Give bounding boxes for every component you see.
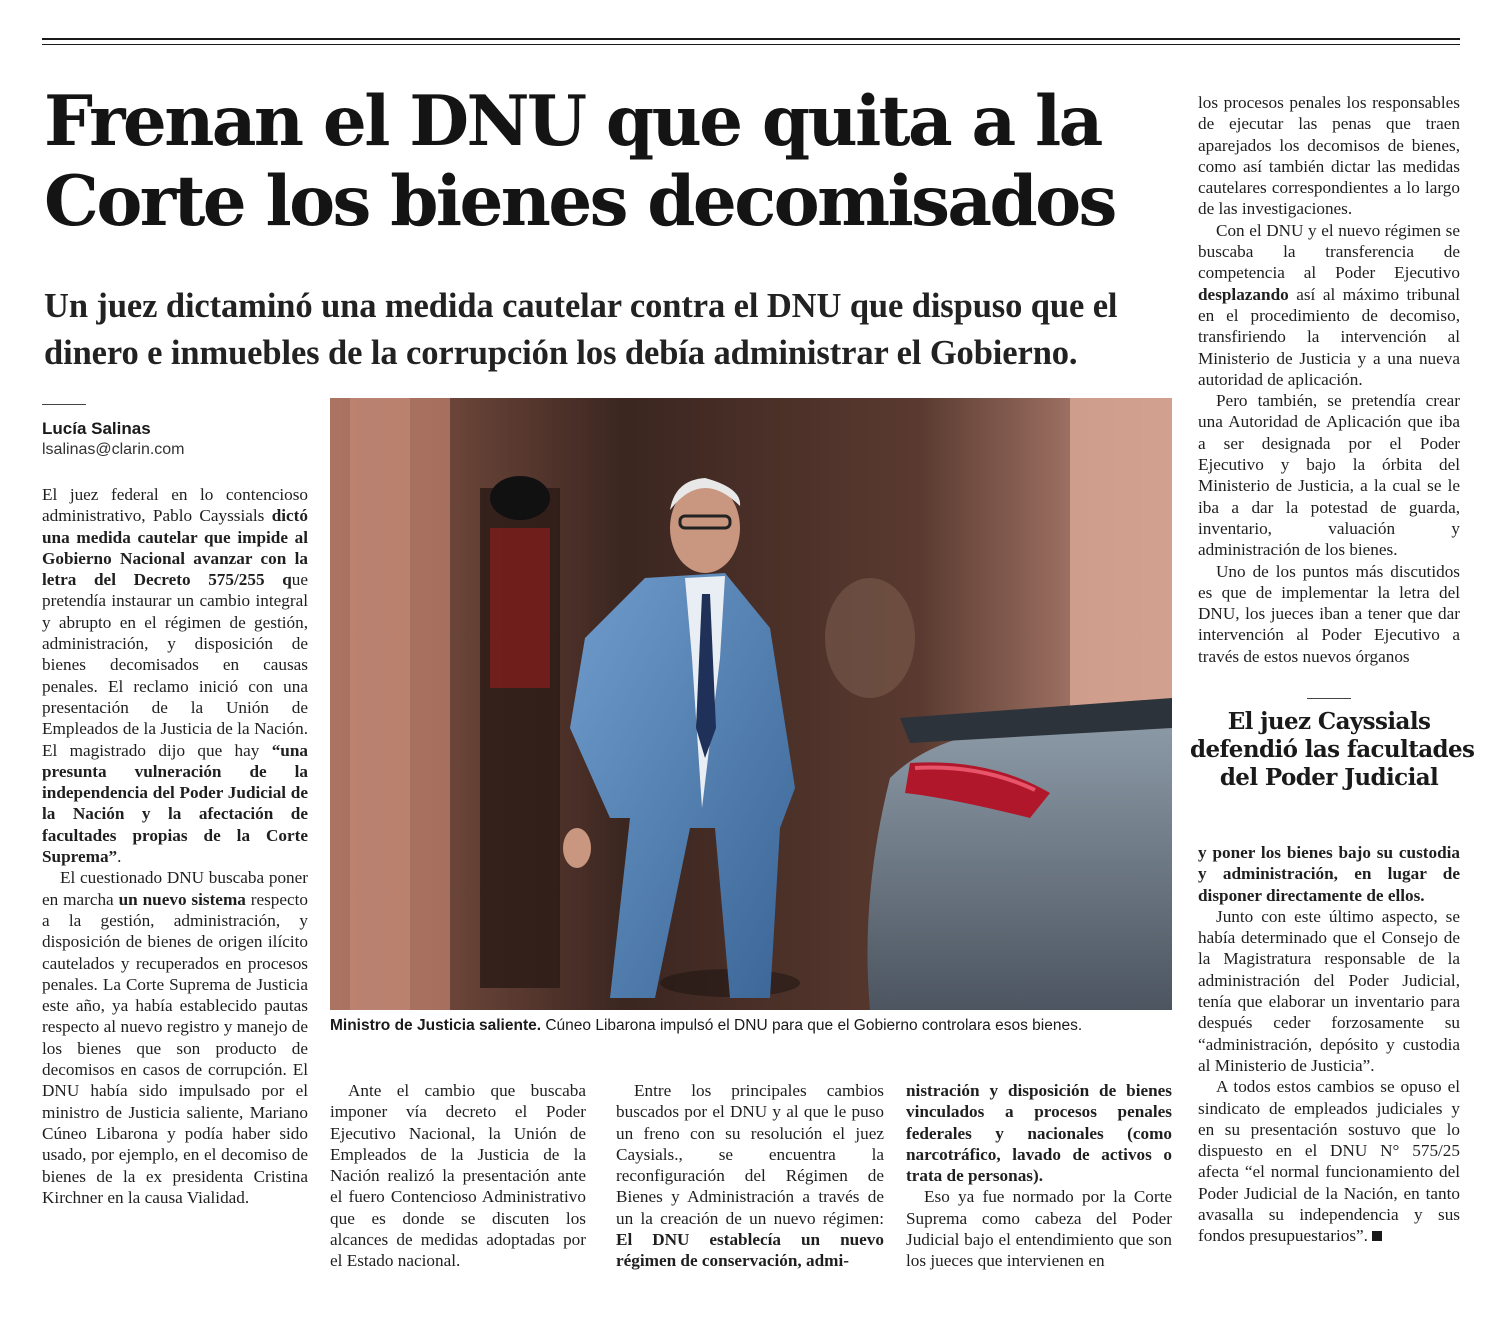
article-column-3 xyxy=(616,1080,884,1272)
paragraph: Pero también, se pretendía crear una Autoridad de Aplicación que iba a ser designada por el Poder Ejecutivo y bajo la órbita del Ministerio de Justicia, a la cual se le iba a dar la potestad de guarda, inventario, valuación y administración de los bienes. xyxy=(1198,391,1460,560)
headline-line-1: Frenan el DNU que quita a la xyxy=(44,81,1101,162)
headline xyxy=(44,82,1164,242)
article-column-2 xyxy=(330,1080,586,1272)
article-column-4 xyxy=(906,1080,1172,1272)
paragraph: y poner los bienes bajo su custodia y administración, en lugar de disponer directamente de ellos. xyxy=(1198,843,1460,905)
photo-caption xyxy=(330,1016,1172,1036)
caption-text: Cúneo Libarona impulsó el DNU para que el Gobierno controlara esos bienes. xyxy=(541,1017,1083,1034)
sidebar-heading-line-1: El juez Cayssials xyxy=(1227,708,1431,735)
paragraph: Eso ya fue normado por la Corte Suprema como cabeza del Poder Judicial bajo el entendimiento que son los jueces que intervienen en xyxy=(906,1187,1172,1271)
author-email[interactable]: lsalinas@clarin.com xyxy=(42,441,185,458)
article-column-5-top xyxy=(1198,92,1460,667)
sidebar-rule xyxy=(1307,698,1351,699)
paragraph: Ante el cambio que buscaba imponer vía decreto el Poder Ejecutivo Nacional, la Unión de Empleados de la Justicia de la Nación realizó la presentación ante el fuero Contencioso Administrativo que es donde se discuten los alcances de medidas adoptadas por el Estado nacional. xyxy=(330,1081,586,1271)
sidebar-heading xyxy=(1190,708,1475,792)
paragraph: El cuestionado DNU buscaba poner en marcha un nuevo sistema respecto a la gestión, administración, y disposición de bienes de origen ilícito cautelados y recuperados en procesos penales. La Corte Suprema de Justicia este año, ya había establecido pautas respecto al nuevo registro y manejo de los bienes que son producto de decomisos en casos de corrupción. El DNU había sido impulsado por el ministro de Justicia saliente, Mariano Cúneo Libarona y podía haber sido usado, por ejemplo, en el decomiso de bienes de la ex presidenta Cristina Kirchner en la causa Vialidad. xyxy=(42,868,309,1207)
paragraph: Con el DNU y el nuevo régimen se buscaba la transferencia de competencia al Poder Ejecutivo desplazando así al máximo tribunal en el procedimiento de decomiso, transfiriendo la intervención al Ministerio de Justicia y a una nueva autoridad de aplicación. xyxy=(1198,220,1460,389)
byline-rule xyxy=(42,404,86,405)
article-photo xyxy=(330,398,1172,1010)
paragraph: los procesos penales los responsables de ejecutar las penas que traen aparejados los decomisos de bienes, como así también dictar las medidas cautelares correspondientes a lo largo de las investigaciones. xyxy=(1198,93,1460,219)
sidebar-heading-line-3: del Poder Judicial xyxy=(1219,764,1439,791)
subhead-line-2: dinero e inmuebles de la corrupción los debía administrar el Gobierno. xyxy=(44,334,1078,372)
paragraph: El juez federal en lo contencioso administrativo, Pablo Cayssials dictó una medida cautelar que impide al Gobierno Nacional avanzar con la letra del Decreto 575/255 que pretendía instaurar un cambio integral y abrupto en el régimen de gestión, administración, y disposición de bienes decomisados en causas penales. El reclamo inició con una presentación de la Unión de Empleados de la Justicia de la Nación. El magistrado dijo que hay “una presunta vulneración de la independencia del Poder Judicial de la Nación y la afectación de facultades propias de la Corte Suprema”. xyxy=(42,485,308,867)
article-column-5-bottom xyxy=(1198,842,1460,1247)
photo-illustration xyxy=(330,398,1172,1010)
article-column-1 xyxy=(42,484,308,1208)
top-rule-thin xyxy=(42,44,1460,45)
subhead-line-1: Un juez dictaminó una medida cautelar contra el DNU que dispuso que el xyxy=(44,287,1118,325)
paragraph: Junto con este último aspecto, se había determinado que el Consejo de la Magistratura responsable de la administración del Poder Judicial, tenía que elaborar un inventario para después ceder forzosamente su “administración, depósito y custodia al Ministerio de Justicia”. xyxy=(1198,906,1460,1075)
author-name: Lucía Salinas xyxy=(42,419,151,438)
sidebar-heading-line-2: defendió las facultades xyxy=(1190,736,1475,763)
paragraph: nistración y disposición de bienes vinculados a procesos penales federales y nacionales (como narcotráfico, lavado de activos o trata de personas). xyxy=(906,1081,1172,1186)
paragraph: Uno de los puntos más discutidos es que de implementar la letra del DNU, los jueces iban a tener que dar intervención al Poder Ejecutivo a través de estos nuevos órganos xyxy=(1198,561,1460,666)
paragraph: Entre los principales cambios buscados por el DNU y al que le puso un freno con su resolución el juez Caysials., se encuentra la reconfiguración del Régimen de Bienes y Administración a través de un la creación de un nuevo régimen: El DNU establecía un nuevo régimen de conservación, admi- xyxy=(616,1081,884,1271)
top-rule xyxy=(42,38,1460,40)
paragraph: A todos estos cambios se opuso el sindicato de empleados judiciales y en su presentación sostuvo que lo dispuesto en el DNU N° 575/25 afecta “el normal funcionamiento del Poder Judicial de la Nación, en tanto avasalla su independencia y sus fondos presupuestarios”. xyxy=(1198,1077,1460,1246)
end-of-article-mark xyxy=(1372,1231,1382,1241)
headline-line-2: Corte los bienes decomisados xyxy=(44,161,1115,242)
caption-lead: Ministro de Justicia saliente. xyxy=(330,1017,542,1034)
subheadline xyxy=(44,283,1169,377)
